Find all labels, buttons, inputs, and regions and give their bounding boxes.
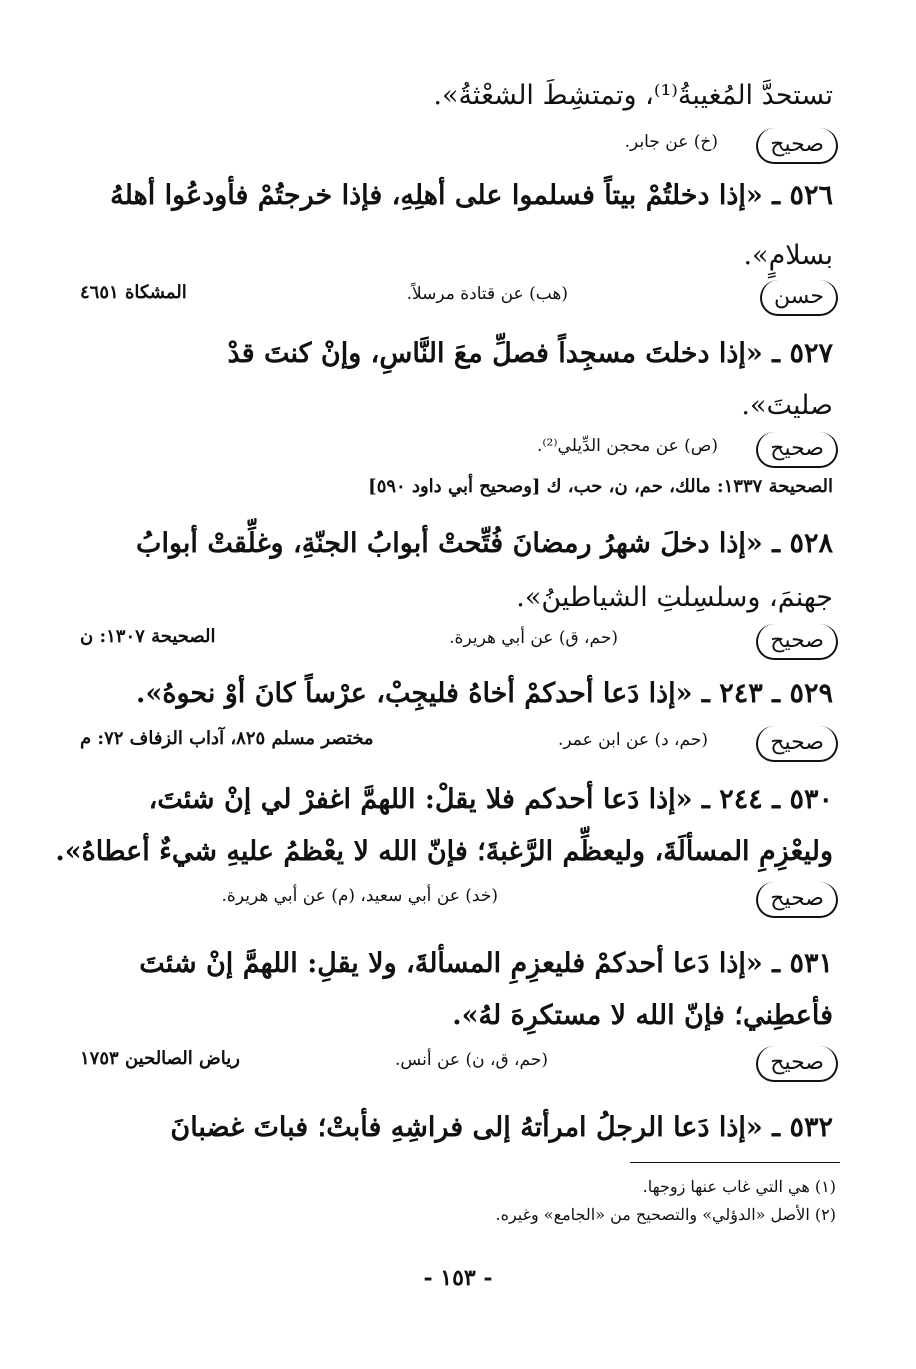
grade-badge: صحيح	[756, 432, 838, 468]
hadith-531-line-2: فأعطِني؛ فإنّ الله لا مستكرِهَ لهُ».	[452, 1000, 833, 1031]
grade-row	[80, 882, 838, 922]
footnote: (٢) الأصل «الدؤلي» والتصحيح من «الجامع» وغيره.	[495, 1205, 836, 1224]
footnote: (١) هي التي غاب عنها زوجها.	[642, 1177, 836, 1196]
source-citation: (حم، ق) عن أبي هريرة.	[449, 628, 618, 648]
page-number: - ١٥٣ -	[423, 1265, 493, 1291]
hadith-528-line-1: ٥٢٨ ـ «إذا دخلَ شهرُ رمضانَ فُتِّحتْ أبوابُ الجنّةِ، وغلِّقتْ أبوابُ	[136, 528, 833, 559]
hadith-526-line-2: بسلامٍ».	[743, 240, 833, 271]
grade-row	[80, 128, 838, 168]
reference-note: مختصر مسلم ٨٢٥، آداب الزفاف ٧٢: م	[80, 728, 374, 749]
grade-badge: صحيح	[756, 624, 838, 660]
grade-badge: صحيح	[756, 128, 838, 164]
grade-badge: صحيح	[756, 882, 838, 918]
grade-row	[80, 1046, 838, 1086]
source-citation: (هب) عن قتادة مرسلاً.	[406, 284, 568, 304]
reference-note: المشكاة ٤٦٥١	[80, 282, 187, 303]
hadith-532-line-1: ٥٣٢ ـ «إذا دَعا الرجلُ امرأتهُ إلى فراشِهِ فأبتْ؛ فباتَ غضبانَ	[170, 1112, 833, 1143]
reference-note: الصحيحة ١٣٣٧: مالك، حم، ن، حب، ك [وصحيح أبي داود ٥٩٠]	[368, 476, 833, 497]
hadith-529-line-1: ٥٢٩ ـ ٢٤٣ ـ «إذا دَعا أحدكمْ أخاهُ فليجِبْ، عرْساً كانَ أوْ نحوهُ».	[136, 678, 833, 709]
source-citation: (خ) عن جابر.	[624, 132, 718, 152]
grade-row	[80, 432, 838, 472]
hadith-531-line-1: ٥٣١ ـ «إذا دَعا أحدكمْ فليعزِمِ المسألةَ، ولا يقلِ: اللهمَّ إنْ شئتَ	[139, 948, 833, 979]
reference-note: الصحيحة ١٣٠٧: ن	[80, 626, 216, 647]
grade-badge: صحيح	[756, 1046, 838, 1082]
footnote-divider	[630, 1162, 840, 1163]
hadith-527-line-1: ٥٢٧ ـ «إذا دخلتَ مسجِداً فصلِّ معَ النَّاسِ، وإنْ كنتَ قدْ	[227, 338, 833, 369]
grade-row	[80, 726, 838, 766]
source-citation: (خد) عن أبي سعيد، (م) عن أبي هريرة.	[221, 886, 498, 906]
hadith-527-line-2: صليتَ».	[741, 390, 833, 421]
reference-note: رياض الصالحين ١٧٥٣	[80, 1048, 240, 1069]
hadith-528-line-2: جهنمَ، وسلسِلتِ الشياطينُ».	[516, 582, 833, 613]
grade-row	[80, 280, 838, 320]
grade-badge: حسن	[760, 280, 838, 316]
grade-badge: صحيح	[756, 726, 838, 762]
text-line: تستحدَّ المُغيبةُ⁽¹⁾، وتمتشِطَ الشعْثةُ».	[433, 80, 833, 111]
hadith-526-line-1: ٥٢٦ ـ «إذا دخلتُمْ بيتاً فسلموا على أهلِهِ، فإذا خرجتُمْ فأودعُوا أهلهُ	[110, 180, 833, 211]
source-citation: (حم، د) عن ابن عمر.	[558, 730, 708, 750]
source-citation: (ص) عن محجن الدِّيلي⁽²⁾.	[536, 436, 718, 456]
grade-row	[80, 624, 838, 664]
source-citation: (حم، ق، ن) عن أنس.	[395, 1050, 548, 1070]
hadith-530-line-1: ٥٣٠ ـ ٢٤٤ ـ «إذا دَعا أحدكم فلا يقلْ: اللهمَّ اغفرْ لي إنْ شئتَ،	[148, 784, 833, 815]
hadith-530-line-2: وليعْزِمِ المسألَةَ، وليعظِّم الرَّغبةَ؛ فإنّ الله لا يعْظمُ عليهِ شيءٌ أعطاهُ».	[55, 836, 833, 867]
